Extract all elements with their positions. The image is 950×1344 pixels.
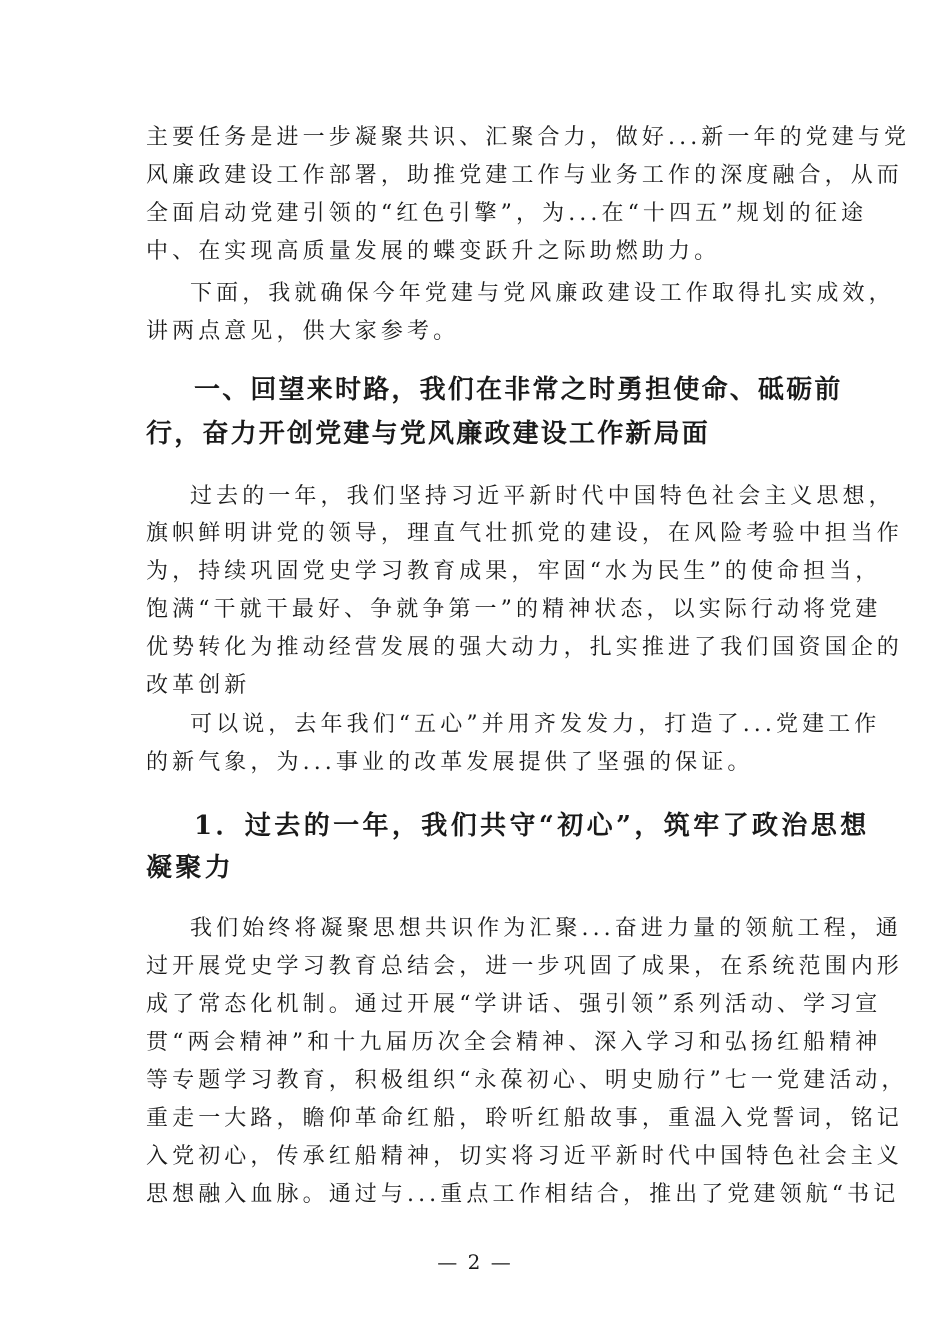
intro-p1-line-2: 风廉政建设工作部署，助推党建工作与业务工作的深度融合，从而 [146, 163, 903, 188]
section-1-p2-line-1: 可以说，去年我们“五心”并用齐发发力，打造了...党建工作 [190, 712, 881, 737]
section-1-p1-line-6: 改革创新 [146, 673, 251, 698]
section-1-p2-line-2: 的新气象，为...事业的改革发展提供了坚强的保证。 [146, 750, 754, 775]
subsection-1-p1-line-4: 贯“两会精神”和十九届历次全会精神、深入学习和弘扬红船精神 [146, 1030, 882, 1055]
intro-p1-line-1: 主要任务是进一步凝聚共识、汇聚合力，做好...新一年的党建与党 [146, 125, 911, 150]
subsection-1-p1-line-6: 重走一大路，瞻仰革命红船，聆听红船故事，重温入党誓词，铭记 [146, 1106, 903, 1131]
intro-p2-line-1: 下面，我就确保今年党建与党风廉政建设工作取得扎实成效， [190, 281, 895, 306]
intro-p2-line-2: 讲两点意见，供大家参考。 [146, 319, 460, 344]
intro-p1-line-4: 中、在实现高质量发展的蝶变跃升之际助燃助力。 [146, 239, 721, 264]
subsection-1-heading-line-2: 凝聚力 [146, 853, 235, 883]
section-1-p1-line-2: 旗帜鲜明讲党的领导，理直气壮抓党的建设，在风险考验中担当作 [146, 521, 903, 546]
subsection-1-p1-line-7: 入党初心，传承红船精神，切实将习近平新时代中国特色社会主义 [146, 1144, 903, 1169]
page-number: — 2 — [437, 1250, 513, 1274]
subsection-1-p1-line-3: 成了常态化机制。通过开展“学讲话、强引领”系列活动、学习宣 [146, 992, 882, 1017]
section-1-heading-line-2: 行，奋力开创党建与党风廉政建设工作新局面 [146, 419, 711, 449]
intro-p1-line-3: 全面启动党建引领的“红色引擎”，为...在“十四五”规划的征途 [146, 201, 868, 226]
section-1-p1-line-1: 过去的一年，我们坚持习近平新时代中国特色社会主义思想， [190, 484, 895, 509]
subsection-1-p1-line-2: 过开展党史学习教育总结会，进一步巩固了成果，在系统范围内形 [146, 954, 903, 979]
subsection-1-p1-line-5: 等专题学习教育，积极组织“永葆初心、明史励行”七一党建活动， [146, 1068, 908, 1093]
section-1-p1-line-3: 为，持续巩固党史学习教育成果，牢固“水为民生”的使命担当， [146, 559, 882, 584]
subsection-1-p1-line-1: 我们始终将凝聚思想共识作为汇聚...奋进力量的领航工程，通 [190, 916, 902, 941]
section-1-heading-line-1: 一、回望来时路，我们在非常之时勇担使命、砥砺前 [194, 375, 843, 405]
section-1-p1-line-4: 饱满“干就干最好、争就争第一”的精神状态，以实际行动将党建 [146, 597, 882, 622]
subsection-1-p1-line-8: 思想融入血脉。通过与...重点工作相结合，推出了党建领航“书记 [146, 1182, 900, 1207]
section-1-p1-line-5: 优势转化为推动经营发展的强大动力，扎实推进了我们国资国企的 [146, 635, 903, 660]
subsection-1-heading-line-1: 1．过去的一年，我们共守“初心”，筑牢了政治思想 [194, 811, 870, 841]
